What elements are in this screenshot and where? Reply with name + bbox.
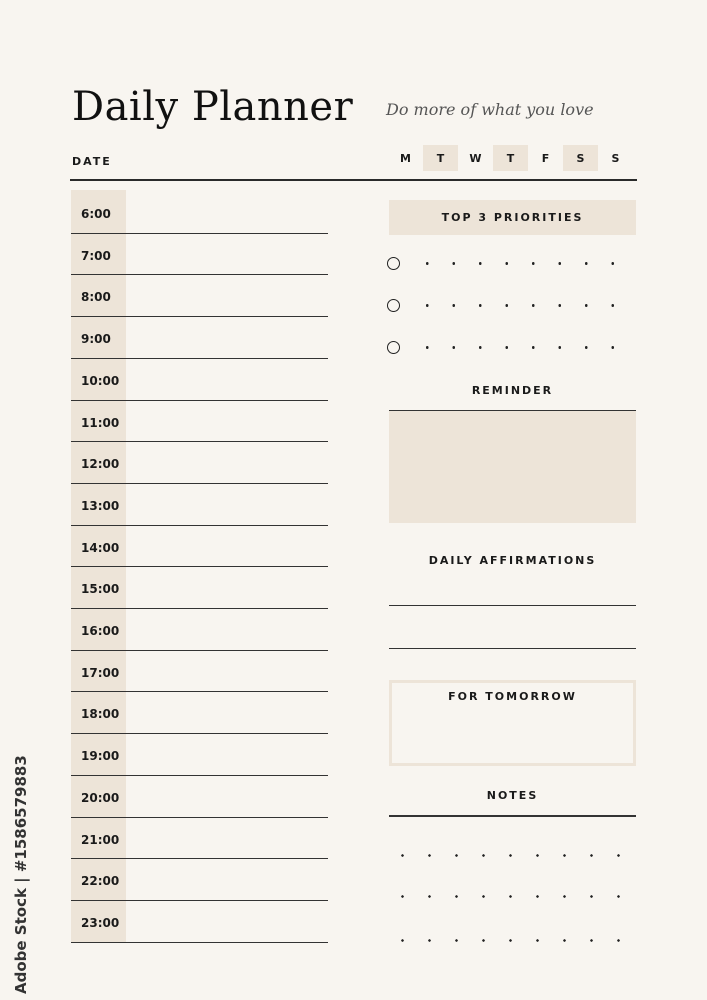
time-label: 6:00 xyxy=(81,207,111,221)
time-label: 18:00 xyxy=(81,707,120,722)
time-label: 7:00 xyxy=(81,248,111,263)
reminder-box[interactable] xyxy=(389,411,636,523)
time-label: 23:00 xyxy=(81,915,120,930)
day-saturday[interactable]: S xyxy=(563,145,598,171)
date-label: DATE xyxy=(72,155,112,168)
tagline: Do more of what you love xyxy=(386,100,594,119)
time-label: 12:00 xyxy=(81,457,120,472)
stock-id-text: Adobe Stock | #1586579883 xyxy=(12,755,30,995)
affirmations-label: DAILY AFFIRMATIONS xyxy=(428,554,597,567)
day-wednesday[interactable]: W xyxy=(469,151,482,165)
time-label: 15:00 xyxy=(81,582,120,597)
day-tuesday[interactable]: T xyxy=(423,145,458,171)
time-label: 19:00 xyxy=(81,749,120,764)
time-slot[interactable] xyxy=(71,609,328,651)
time-label: 9:00 xyxy=(81,332,111,347)
time-slot[interactable] xyxy=(71,234,328,276)
priority-item[interactable] xyxy=(387,338,637,356)
time-slot[interactable] xyxy=(71,192,328,234)
notes-dotted-row[interactable] xyxy=(389,895,639,898)
time-slot[interactable] xyxy=(71,442,328,484)
dotted-line xyxy=(414,304,637,307)
day-thursday[interactable]: T xyxy=(493,145,528,171)
dotted-line xyxy=(414,346,637,349)
time-slot[interactable] xyxy=(71,734,328,776)
time-label: 10:00 xyxy=(81,373,120,388)
time-label: 22:00 xyxy=(81,874,120,889)
time-slot[interactable] xyxy=(71,567,328,609)
time-slot[interactable] xyxy=(71,859,328,901)
time-slot[interactable] xyxy=(71,275,328,317)
affirmation-line[interactable] xyxy=(389,648,636,649)
notes-dotted-row[interactable] xyxy=(389,939,639,942)
priority-item[interactable] xyxy=(387,254,637,272)
time-label: 20:00 xyxy=(81,790,120,805)
time-slot[interactable] xyxy=(71,317,328,359)
time-label: 16:00 xyxy=(81,624,120,638)
notes-divider xyxy=(389,815,636,817)
time-label: 14:00 xyxy=(81,540,120,555)
time-slot[interactable] xyxy=(71,901,328,943)
time-slot[interactable] xyxy=(71,692,328,734)
time-label: 13:00 xyxy=(81,498,120,513)
notes-dotted-row[interactable] xyxy=(389,854,639,857)
dotted-line xyxy=(414,262,637,265)
time-slot[interactable] xyxy=(71,818,328,860)
weekday-selector xyxy=(388,145,633,171)
time-label: 11:00 xyxy=(81,415,120,430)
time-slot[interactable] xyxy=(71,359,328,401)
time-label: 17:00 xyxy=(81,665,120,680)
time-slot[interactable] xyxy=(71,526,328,568)
day-friday[interactable]: F xyxy=(541,151,550,165)
time-slot[interactable] xyxy=(71,776,328,818)
checkbox-circle-icon[interactable] xyxy=(387,299,400,312)
notes-label: NOTES xyxy=(486,789,539,802)
time-slot[interactable] xyxy=(71,401,328,443)
day-monday[interactable]: M xyxy=(400,151,411,165)
day-sunday[interactable]: S xyxy=(611,151,620,165)
page-title: Daily Planner xyxy=(72,84,354,130)
time-label: 8:00 xyxy=(81,290,111,305)
reminder-label: REMINDER xyxy=(471,384,554,397)
header-divider xyxy=(70,179,637,181)
affirmation-line[interactable] xyxy=(389,605,636,606)
priorities-header: TOP 3 PRIORITIES xyxy=(389,200,636,235)
checkbox-circle-icon[interactable] xyxy=(387,341,400,354)
time-label: 21:00 xyxy=(81,832,120,847)
time-slot[interactable] xyxy=(71,651,328,693)
time-slot[interactable] xyxy=(71,484,328,526)
checkbox-circle-icon[interactable] xyxy=(387,257,400,270)
time-slot-line xyxy=(71,942,328,943)
tomorrow-label: FOR TOMORROW xyxy=(448,690,577,703)
priority-item[interactable] xyxy=(387,296,637,314)
